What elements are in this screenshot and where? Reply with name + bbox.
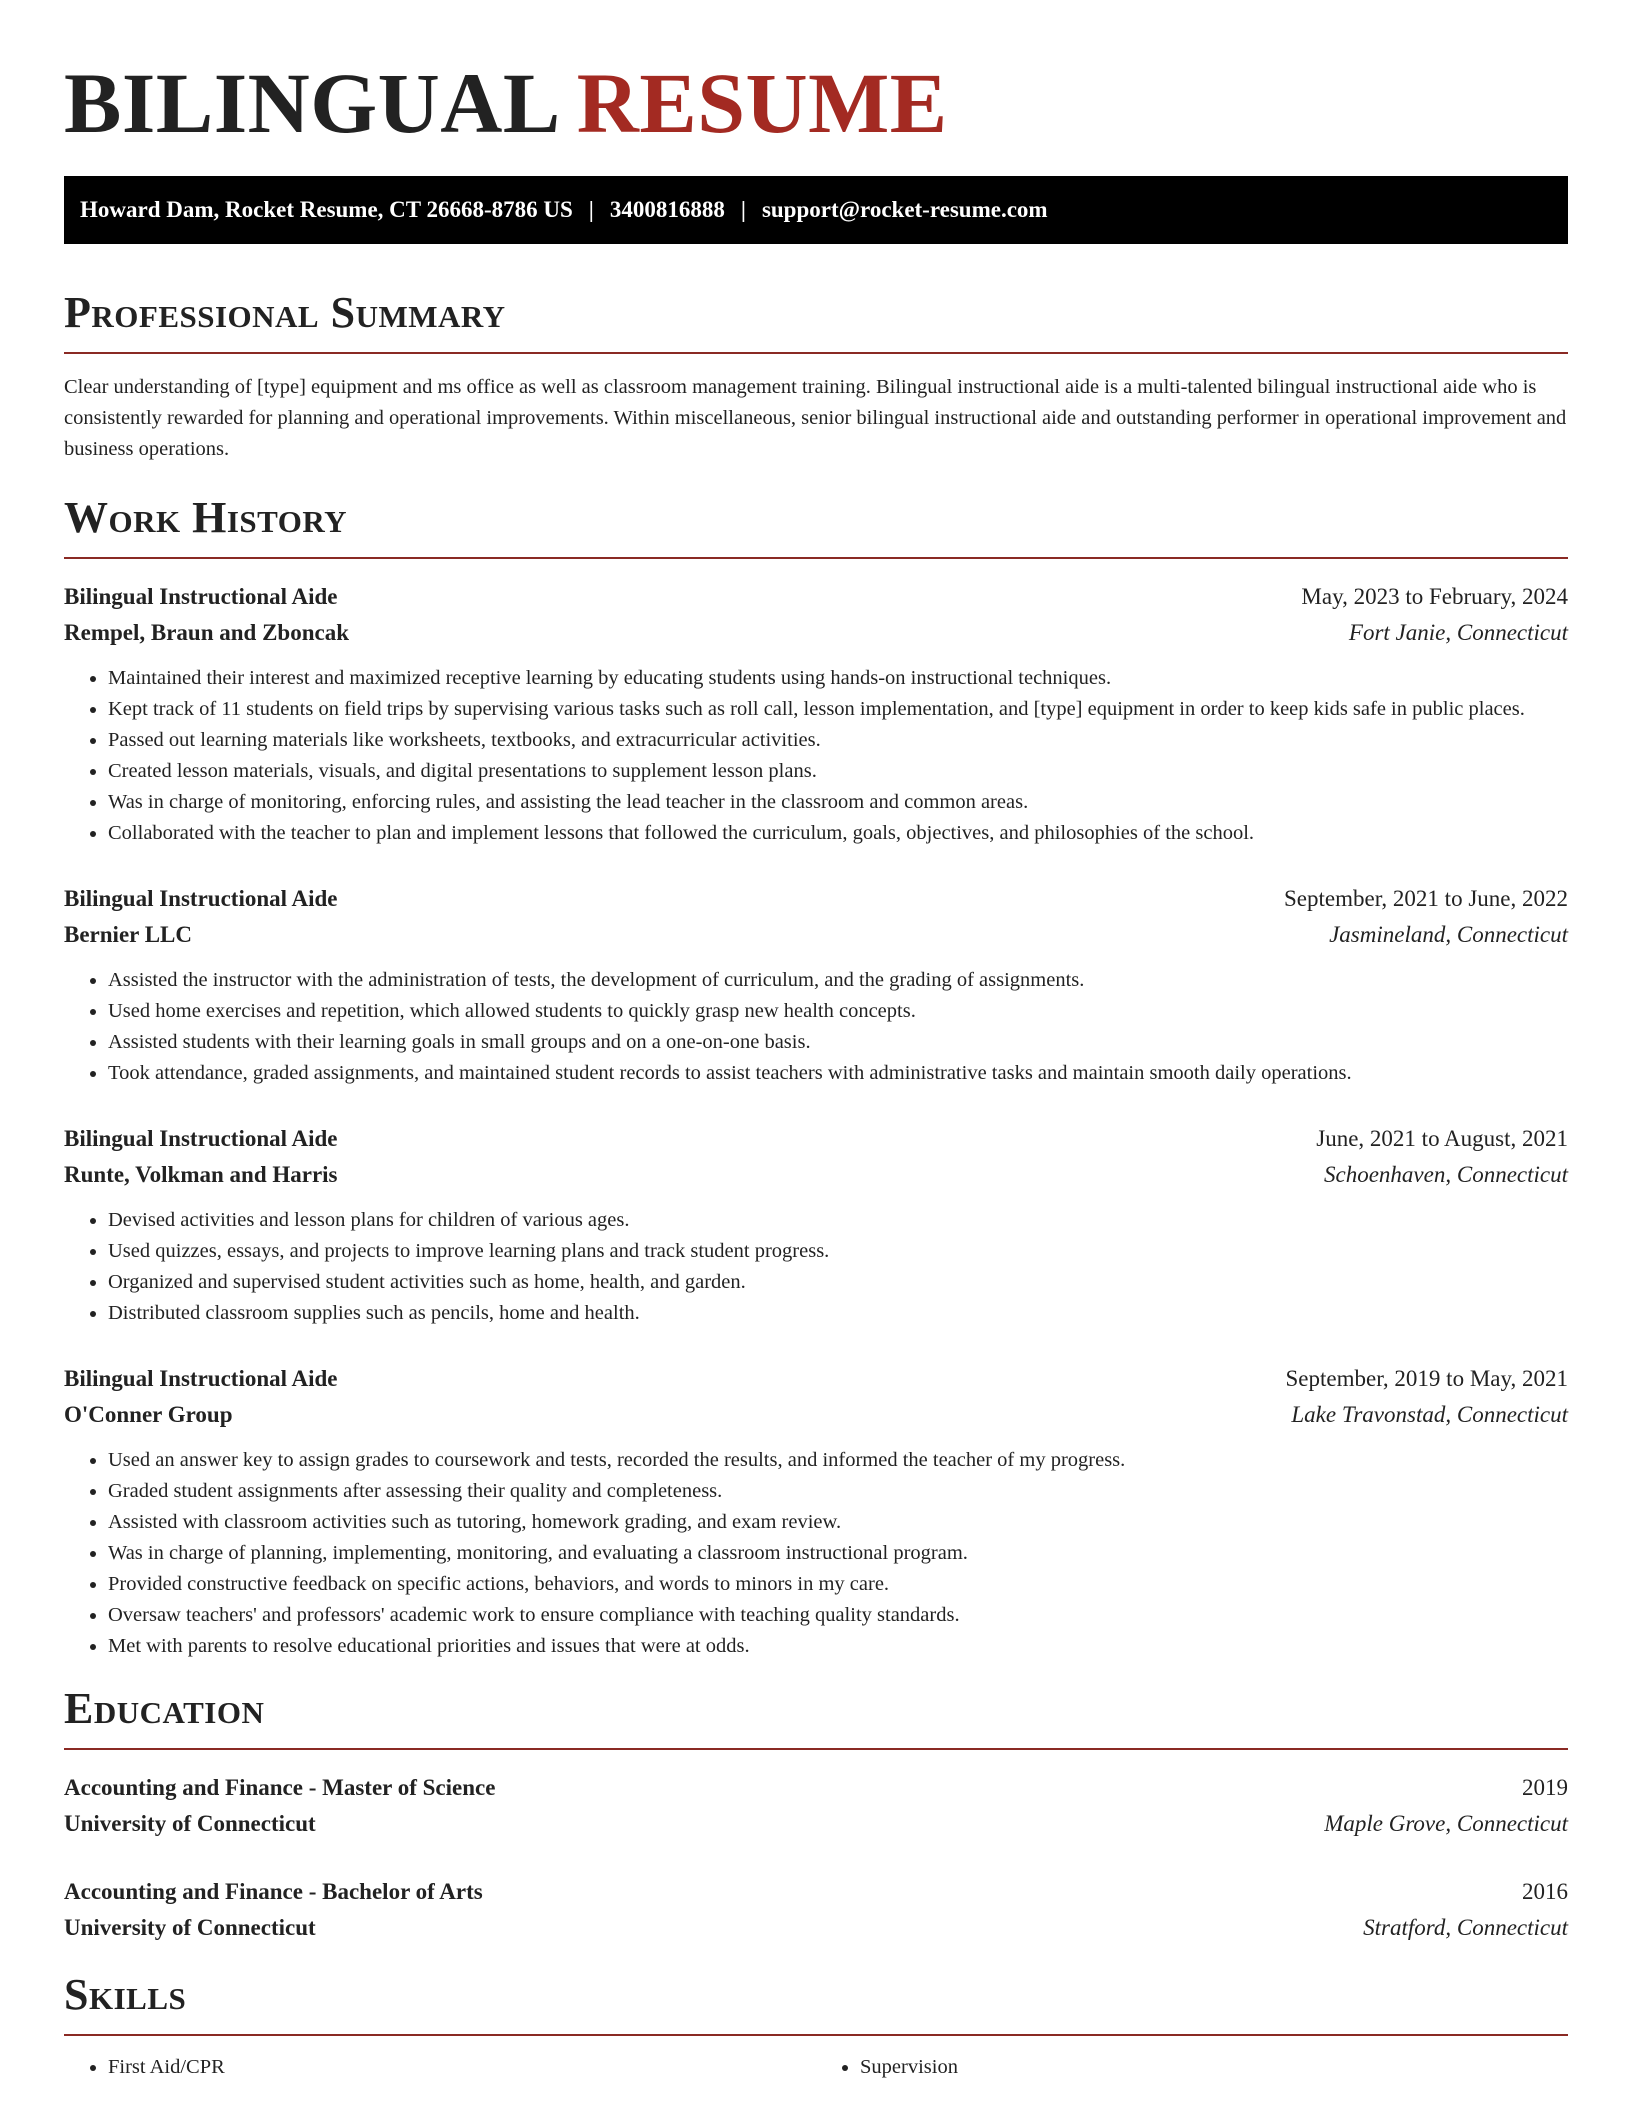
education-school: University of Connecticut (64, 1915, 316, 1940)
summary-text: Clear understanding of [type] equipment and ms office as well as classroom management training. Bilingual instructional aide is a multi-talented bilingual instructional aide who is consistently rewarded for planning and operational improvements. Within miscellaneous, senior bilingual instructional aide and outstanding performer in operational improvement and business operations. (64, 376, 1567, 460)
job-bullet: • Assisted the instructor with the administration of tests, the development of curriculum, and the grading of assignments. (108, 965, 1568, 996)
education-year: 2016 (1522, 1879, 1568, 1904)
job-bullet: • Used an answer key to assign grades to coursework and tests, recorded the results, and informed the teacher of my progress. (108, 1445, 1568, 1476)
education-school-row (64, 1806, 1568, 1842)
contact-email: support@rocket-resume.com (761, 197, 1048, 222)
education-school-row (64, 1910, 1568, 1946)
section-heading-work-history: Work History (64, 493, 348, 542)
job-bullet: • Distributed classroom supplies such as pencils, home and health. (108, 1298, 1568, 1329)
job-header-row (64, 1121, 1568, 1157)
job-bullet: • Met with parents to resolve educational priorities and issues that were at odds. (108, 1631, 1568, 1662)
section-divider (64, 557, 1568, 559)
job-bullet: • Oversaw teachers' and professors' academic work to ensure compliance with teaching quality standards. (108, 1600, 1568, 1631)
skill-item: • First Aid/CPR (108, 2052, 816, 2083)
job-dates: June, 2021 to August, 2021 (1316, 1126, 1568, 1151)
skills-section (64, 1970, 1568, 2083)
job-title: Bilingual Instructional Aide (64, 1366, 338, 1391)
skills-column-left (64, 2052, 816, 2083)
education-header-row (64, 1770, 1568, 1806)
job-company: Rempel, Braun and Zboncak (64, 620, 350, 645)
job-bullet: • Passed out learning materials like worksheets, textbooks, and extracurricular activities. (108, 725, 1568, 756)
education-degree: Accounting and Finance - Master of Science (64, 1775, 496, 1800)
job-entry (64, 881, 1568, 1089)
job-bullets (64, 1205, 1568, 1329)
education-section (64, 1684, 1568, 1946)
section-divider (64, 352, 1568, 354)
skills-columns (64, 2052, 1568, 2083)
job-entry (64, 1121, 1568, 1329)
job-bullet: • Devised activities and lesson plans for children of various ages. (108, 1205, 1568, 1236)
job-bullet: • Organized and supervised student activities such as home, health, and garden. (108, 1267, 1568, 1298)
job-company: O'Conner Group (64, 1402, 233, 1427)
job-bullets (64, 1445, 1568, 1662)
education-entry (64, 1874, 1568, 1946)
job-company-row (64, 615, 1568, 651)
job-bullet: • Kept track of 11 students on field trips by supervising various tasks such as roll call, lesson implementation, and [type] equipment in order to keep kids safe in public places. (108, 694, 1568, 725)
job-location: Schoenhaven, Connecticut (1324, 1162, 1568, 1187)
job-company-row (64, 1157, 1568, 1193)
job-title: Bilingual Instructional Aide (64, 886, 338, 911)
job-location: Fort Janie, Connecticut (1348, 620, 1568, 645)
job-title: Bilingual Instructional Aide (64, 1126, 338, 1151)
job-bullet: • Assisted with classroom activities such as tutoring, homework grading, and exam review. (108, 1507, 1568, 1538)
job-company: Bernier LLC (64, 922, 192, 947)
job-location: Lake Travonstad, Connecticut (1291, 1402, 1568, 1427)
contact-separator: | (740, 197, 746, 222)
job-bullet: • Used quizzes, essays, and projects to improve learning plans and track student progress. (108, 1236, 1568, 1267)
job-dates: September, 2021 to June, 2022 (1284, 886, 1568, 911)
job-bullet: • Used home exercises and repetition, which allowed students to quickly grasp new health concepts. (108, 996, 1568, 1027)
section-heading-skills: Skills (64, 1970, 187, 2019)
job-entry (64, 1361, 1568, 1662)
section-divider (64, 1748, 1568, 1750)
job-company-row (64, 1397, 1568, 1433)
job-company: Runte, Volkman and Harris (64, 1162, 338, 1187)
contact-phone: 3400816888 (609, 197, 725, 222)
section-heading-summary: Professional Summary (64, 288, 506, 337)
education-header-row (64, 1874, 1568, 1910)
skills-column-right (816, 2052, 1568, 2083)
title-part-1: BILINGUAL (64, 55, 561, 151)
job-header-row (64, 1361, 1568, 1397)
job-header-row (64, 579, 1568, 615)
job-bullet: • Graded student assignments after assessing their quality and completeness. (108, 1476, 1568, 1507)
job-bullet: • Provided constructive feedback on specific actions, behaviors, and words to minors in my care. (108, 1569, 1568, 1600)
section-divider (64, 2034, 1568, 2036)
job-company-row (64, 917, 1568, 953)
education-entry (64, 1770, 1568, 1842)
contact-separator: | (588, 197, 594, 222)
job-bullet: • Was in charge of monitoring, enforcing rules, and assisting the lead teacher in the classroom and common areas. (108, 787, 1568, 818)
job-entry (64, 579, 1568, 849)
section-heading-education: Education (64, 1684, 265, 1733)
job-bullet: • Assisted students with their learning goals in small groups and on a one-on-one basis. (108, 1027, 1568, 1058)
job-title: Bilingual Instructional Aide (64, 584, 338, 609)
education-school: University of Connecticut (64, 1811, 316, 1836)
job-header-row (64, 881, 1568, 917)
job-bullet: • Collaborated with the teacher to plan and implement lessons that followed the curriculum, goals, objectives, and philosophies of the school. (108, 818, 1568, 849)
job-bullet: • Took attendance, graded assignments, and maintained student records to assist teachers with administrative tasks and maintain smooth daily operations. (108, 1058, 1568, 1089)
education-location: Maple Grove, Connecticut (1324, 1811, 1568, 1836)
job-dates: May, 2023 to February, 2024 (1301, 584, 1568, 609)
contact-bar (64, 176, 1568, 244)
title-part-2: RESUME (576, 55, 948, 151)
job-bullet: • Maintained their interest and maximized receptive learning by educating students using hands-on instructional techniques. (108, 663, 1568, 694)
education-year: 2019 (1522, 1775, 1568, 1800)
job-bullets (64, 663, 1568, 849)
resume-title (64, 55, 1568, 151)
job-dates: September, 2019 to May, 2021 (1285, 1366, 1568, 1391)
contact-address: Howard Dam, Rocket Resume, CT 26668-8786 US (80, 197, 573, 222)
job-bullets (64, 965, 1568, 1089)
education-degree: Accounting and Finance - Bachelor of Arts (64, 1879, 483, 1904)
job-bullet: • Was in charge of planning, implementing, monitoring, and evaluating a classroom instructional program. (108, 1538, 1568, 1569)
skill-item: • Supervision (860, 2052, 1568, 2083)
education-location: Stratford, Connecticut (1363, 1915, 1568, 1940)
job-bullet: • Created lesson materials, visuals, and digital presentations to supplement lesson plans. (108, 756, 1568, 787)
job-location: Jasmineland, Connecticut (1329, 922, 1568, 947)
work-history-section (64, 493, 1568, 1662)
summary-section (64, 288, 1568, 465)
